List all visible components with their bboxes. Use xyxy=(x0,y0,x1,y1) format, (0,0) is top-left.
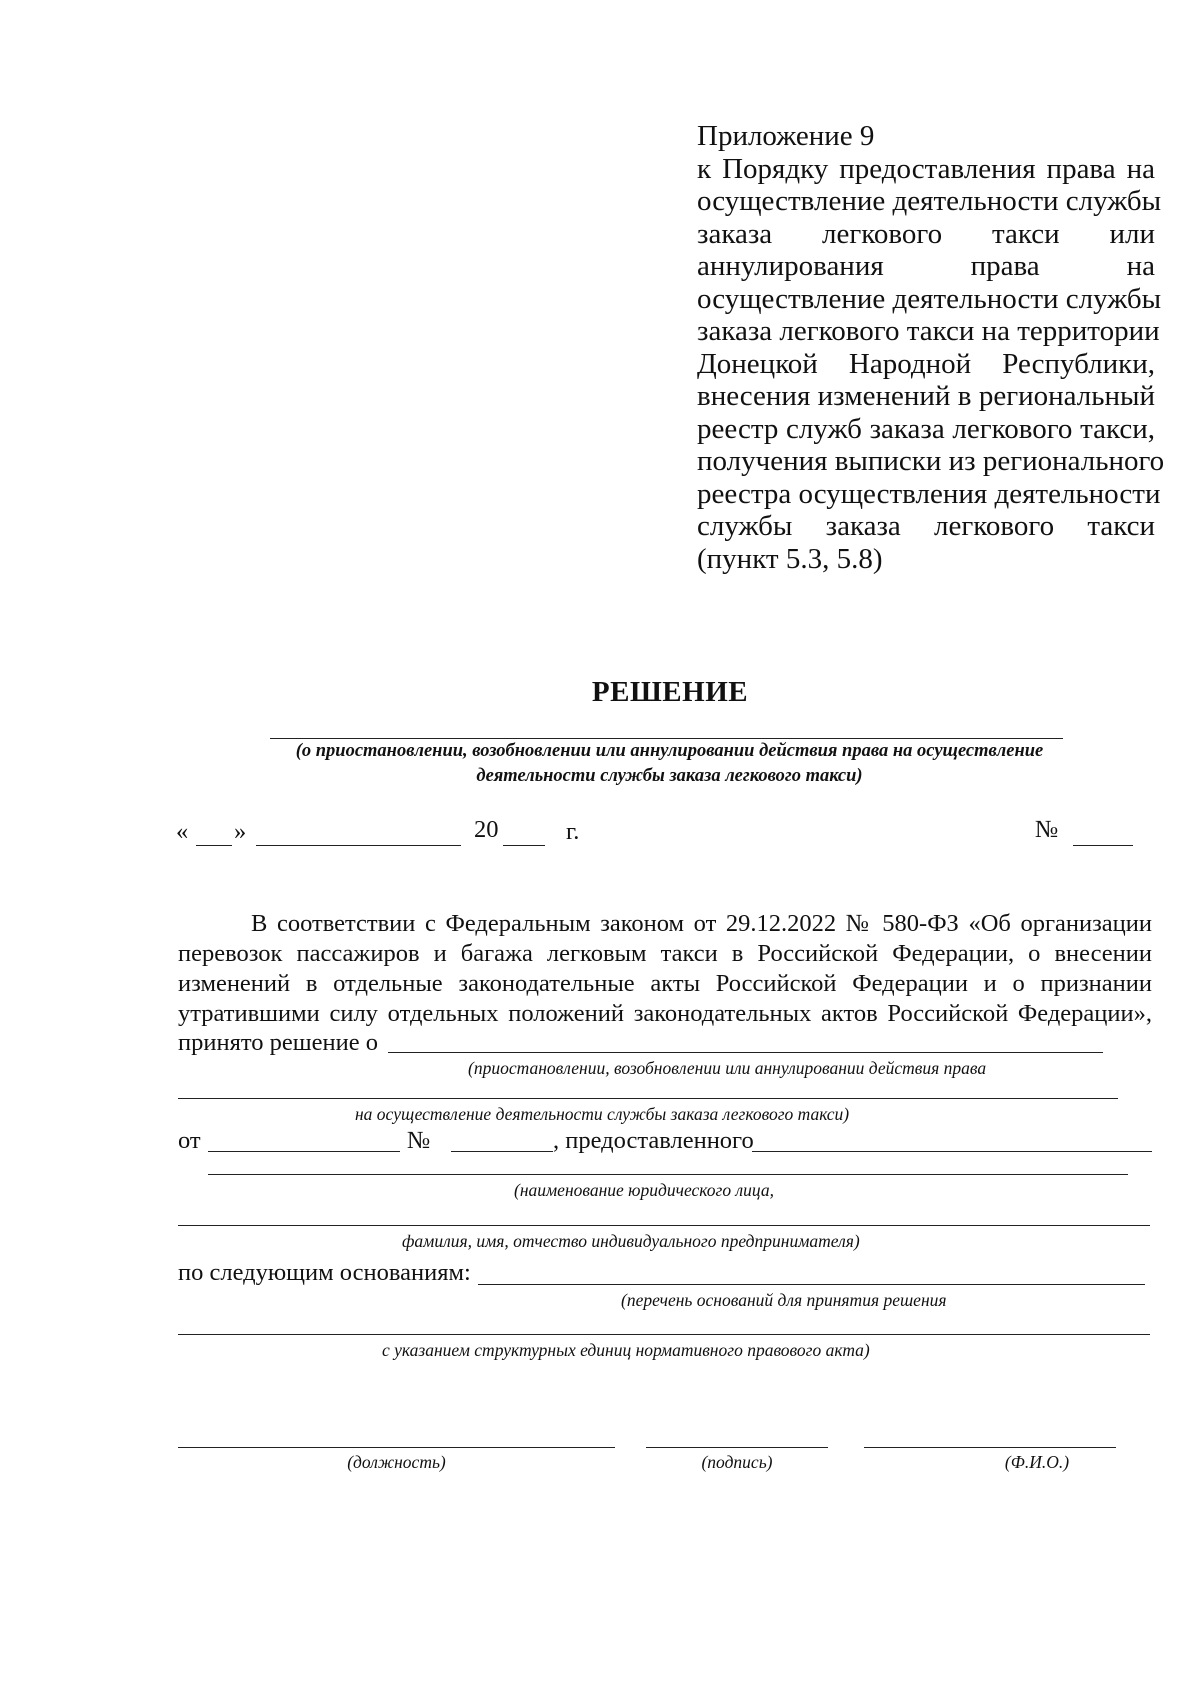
from-date-field[interactable] xyxy=(208,1151,400,1152)
entity-field-continued[interactable] xyxy=(178,1225,1150,1226)
from-label: от xyxy=(178,1127,201,1154)
decision-hint-line2: на осуществление деятельности службы заказа легкового такси) xyxy=(355,1104,850,1124)
entity-field[interactable] xyxy=(208,1174,1128,1175)
decision-label: принято решение о xyxy=(178,1029,378,1056)
paragraph-line: утратившими силу отдельных положений законодательных актов Российской Федерации», xyxy=(178,1000,1152,1027)
appendix-line: реестра осуществления деятельности xyxy=(697,477,1161,510)
date-close-quote: » xyxy=(234,818,247,845)
month-field[interactable] xyxy=(256,845,461,846)
document-title: РЕШЕНИЕ xyxy=(591,676,749,708)
paragraph-line: перевозок пассажиров и багажа легковым такси в Российской Федерации, о внесении xyxy=(178,940,1152,967)
grounds-hint-line2: с указанием структурных единиц нормативного правового акта) xyxy=(382,1340,870,1360)
year-field[interactable] xyxy=(503,845,545,846)
year-suffix: г. xyxy=(566,818,580,845)
appendix-note xyxy=(697,120,1165,575)
paragraph-line: В соответствии с Федеральным законом от 29.12.2022 № 580-ФЗ «Об организации xyxy=(251,910,1152,937)
provided-label: , предоставленного xyxy=(553,1127,754,1154)
appendix-line: заказа легкового такси или xyxy=(697,217,1155,250)
document-subtitle-line1: (о приостановлении, возобновлении или аннулировании действия права на осуществление xyxy=(295,741,1044,761)
license-number-field[interactable] xyxy=(451,1151,553,1152)
appendix-line: Донецкой Народной Республики, xyxy=(697,347,1155,380)
grounds-label: по следующим основаниям: xyxy=(178,1259,471,1286)
decision-field[interactable] xyxy=(388,1052,1103,1053)
appendix-line: Приложение 9 xyxy=(697,120,875,152)
appendix-line: аннулирования права на xyxy=(697,250,1155,282)
position-caption: (должность) xyxy=(347,1452,446,1472)
title-underline xyxy=(270,738,1063,739)
appendix-line: (пункт 5.3, 5.8) xyxy=(697,542,883,575)
grounds-field-continued[interactable] xyxy=(178,1334,1150,1335)
full-name-field[interactable] xyxy=(864,1447,1116,1448)
grounds-field[interactable] xyxy=(478,1284,1145,1285)
full-name-caption: (Ф.И.О.) xyxy=(1004,1452,1070,1472)
decision-hint-line1: (приостановлении, возобновлении или аннулировании действия права xyxy=(468,1058,987,1078)
appendix-line: службы заказа легкового такси xyxy=(697,510,1155,542)
day-field[interactable] xyxy=(196,845,232,846)
year-prefix: 20 xyxy=(474,816,499,843)
decision-field-continued[interactable] xyxy=(178,1098,1118,1099)
provided-to-field[interactable] xyxy=(752,1151,1152,1152)
signature-caption: (подпись) xyxy=(701,1452,773,1472)
license-number-sign: № xyxy=(407,1127,431,1154)
number-sign: № xyxy=(1035,816,1059,843)
legal-basis-paragraph xyxy=(178,909,1152,1029)
paragraph-line: изменений в отдельные законодательные акты Российской Федерации и о признании xyxy=(178,970,1152,997)
appendix-line: реестр служб заказа легкового такси, xyxy=(697,412,1155,445)
appendix-line: получения выписки из регионального xyxy=(697,445,1165,477)
appendix-line: внесения изменений в региональный xyxy=(697,380,1155,412)
appendix-line: заказа легкового такси на территории xyxy=(697,315,1160,347)
signature-field[interactable] xyxy=(646,1447,828,1448)
decision-number-field[interactable] xyxy=(1073,845,1133,846)
grounds-hint-line1: (перечень оснований для принятия решения xyxy=(621,1290,947,1310)
entity-hint-line2: фамилия, имя, отчество индивидуального предпринимателя) xyxy=(402,1231,860,1251)
appendix-line: осуществление деятельности службы xyxy=(697,185,1162,217)
appendix-line: к Порядку предоставления права на xyxy=(697,152,1155,185)
position-field[interactable] xyxy=(178,1447,615,1448)
date-open-quote: « xyxy=(176,818,189,845)
appendix-line: осуществление деятельности службы xyxy=(697,282,1162,315)
entity-hint-line1: (наименование юридического лица, xyxy=(514,1180,774,1200)
document-subtitle-line2: деятельности службы заказа легкового такси) xyxy=(476,766,863,786)
